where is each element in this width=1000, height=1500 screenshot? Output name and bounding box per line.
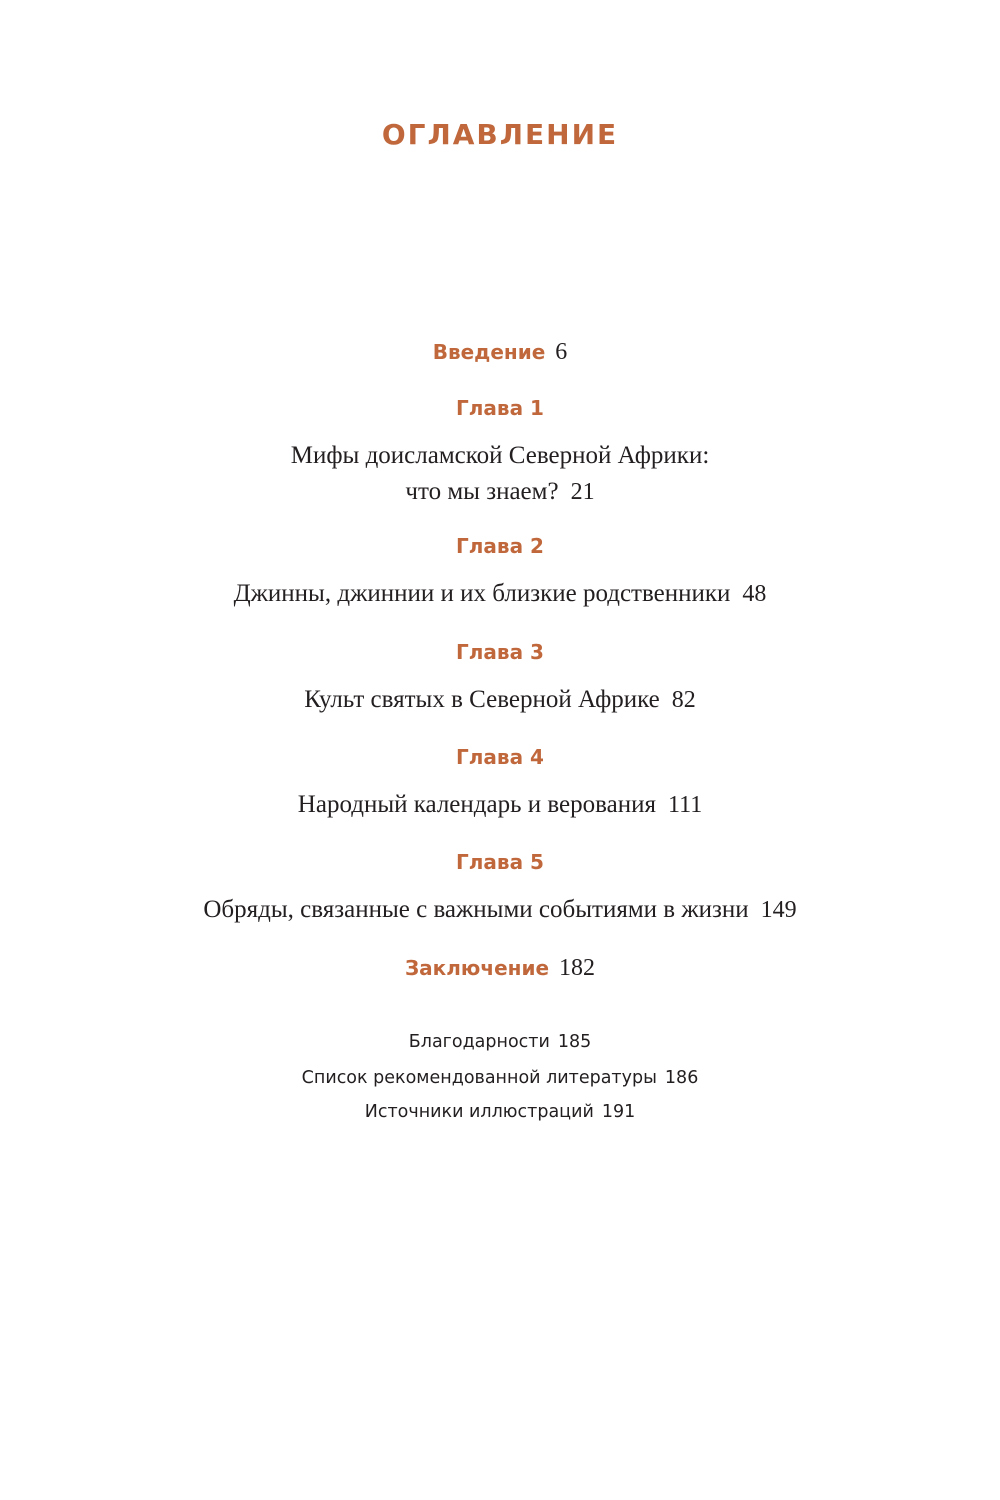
chapter-4-page: 111 (667, 792, 703, 818)
chapter-2-entry (0, 576, 1000, 612)
chapter-1-title-line2 (0, 474, 1000, 510)
chapter-2-title: Джинны, джиннии и их близкие родственники (233, 580, 731, 607)
toc-intro-label: Введение (432, 340, 546, 364)
back-matter-label: Благодарности (408, 1032, 550, 1052)
toc-entry-intro (0, 339, 1000, 366)
chapter-3-title: Культ святых в Северной Африке (304, 686, 660, 713)
chapter-5-title: Обряды, связанные с важными событиями в жизни (203, 896, 749, 923)
back-matter-page: 186 (664, 1068, 699, 1088)
chapter-1-title-text: что мы знаем? (405, 478, 559, 505)
toc-conclusion-page: 182 (559, 955, 596, 981)
back-matter-entry-acknowledgements (0, 1030, 1000, 1054)
chapter-5-entry (0, 892, 1000, 928)
toc-conclusion-label: Заключение (404, 956, 550, 980)
chapter-5-page: 149 (760, 897, 797, 923)
back-matter-label: Источники иллюстраций (364, 1102, 594, 1122)
chapter-1-heading: Глава 1 (456, 396, 544, 420)
back-matter-page: 191 (601, 1102, 636, 1122)
chapter-4-entry (0, 787, 1000, 823)
chapter-4-title: Народный календарь и верования (297, 791, 656, 818)
chapter-3-page: 82 (671, 687, 696, 713)
back-matter-page: 185 (557, 1032, 592, 1052)
chapter-2-page: 48 (742, 581, 767, 607)
chapter-3-heading: Глава 3 (456, 640, 544, 664)
page-title: ОГЛАВЛЕНИЕ (381, 118, 619, 151)
back-matter-label: Список рекомендованной литературы (301, 1068, 657, 1088)
toc-entry-conclusion (0, 955, 1000, 982)
chapter-4-heading: Глава 4 (456, 745, 544, 769)
chapter-3-entry (0, 682, 1000, 718)
back-matter-entry-literature (0, 1066, 1000, 1090)
back-matter-entry-illustrations (0, 1100, 1000, 1124)
chapter-2-heading: Глава 2 (456, 534, 544, 558)
toc-intro-page: 6 (555, 339, 568, 365)
chapter-1-title-line1: Мифы доисламской Северной Африки: (290, 442, 710, 469)
chapter-5-heading: Глава 5 (456, 850, 544, 874)
chapter-1-page: 21 (570, 479, 595, 505)
